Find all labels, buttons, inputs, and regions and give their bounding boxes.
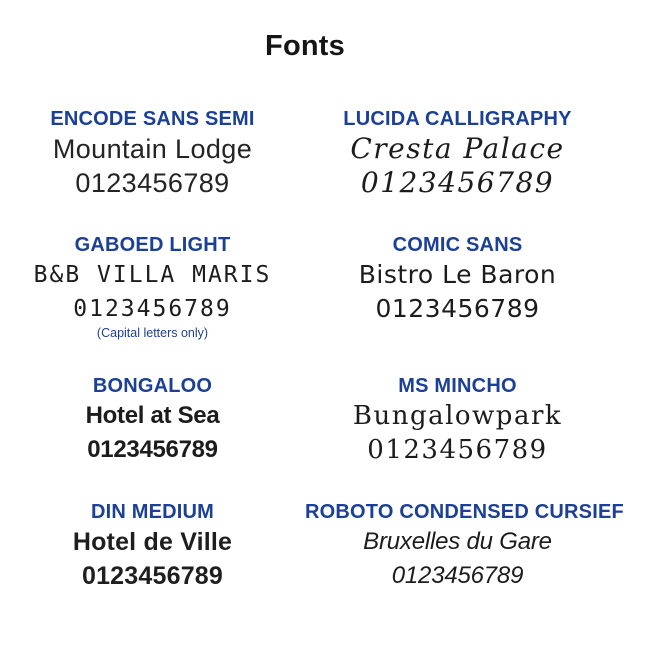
font-sample-text: Hotel at Sea xyxy=(85,402,220,429)
font-sample-text: Cresta Palace xyxy=(350,132,565,165)
font-sample-digits: 0123456789 xyxy=(87,436,218,463)
font-sample-grid xyxy=(0,107,624,593)
font-sample-text: Bungalowpark xyxy=(352,401,563,431)
font-card-gaboed-light xyxy=(0,233,305,341)
font-name: MS MINCHO xyxy=(398,375,517,397)
font-name: ENCODE SANS SEMI xyxy=(50,108,255,130)
font-card-din-medium xyxy=(0,500,305,593)
font-sample-text: Hotel de Ville xyxy=(72,528,233,556)
font-sample-digits: 0123456789 xyxy=(75,168,230,198)
font-sample-digits: 0123456789 xyxy=(367,435,548,465)
page-title: Fonts xyxy=(265,30,345,62)
font-sample-digits: 0123456789 xyxy=(391,562,524,589)
font-name: ROBOTO CONDENSED CURSIEF xyxy=(305,501,624,523)
font-card-encode-sans-semi xyxy=(0,107,305,200)
font-name: BONGALOO xyxy=(92,375,213,397)
font-sample-digits: 0123456789 xyxy=(73,296,232,322)
font-sample-text: Bistro Le Baron xyxy=(358,260,557,289)
font-name: GABOED LIGHT xyxy=(74,234,231,256)
font-sample-text: B&B VILLA MARIS xyxy=(33,262,272,288)
font-sample-text: Mountain Lodge xyxy=(52,134,253,164)
font-sample-digits: 0123456789 xyxy=(81,562,224,590)
font-name: DIN MEDIUM xyxy=(90,501,215,523)
font-note: (Capital letters only) xyxy=(96,326,209,340)
font-sample-text: Bruxelles du Gare xyxy=(363,528,552,555)
font-sample-digits: 0123456789 xyxy=(360,166,555,199)
font-sample-digits: 0123456789 xyxy=(375,294,540,323)
font-name: COMIC SANS xyxy=(392,234,523,256)
font-card-comic-sans xyxy=(305,233,610,341)
font-card-bongaloo xyxy=(0,374,305,467)
font-card-lucida-calligraphy xyxy=(305,107,610,200)
font-name: LUCIDA CALLIGRAPHY xyxy=(343,108,572,130)
font-card-ms-mincho xyxy=(305,374,610,467)
font-card-roboto-condensed-cursief xyxy=(305,500,624,593)
